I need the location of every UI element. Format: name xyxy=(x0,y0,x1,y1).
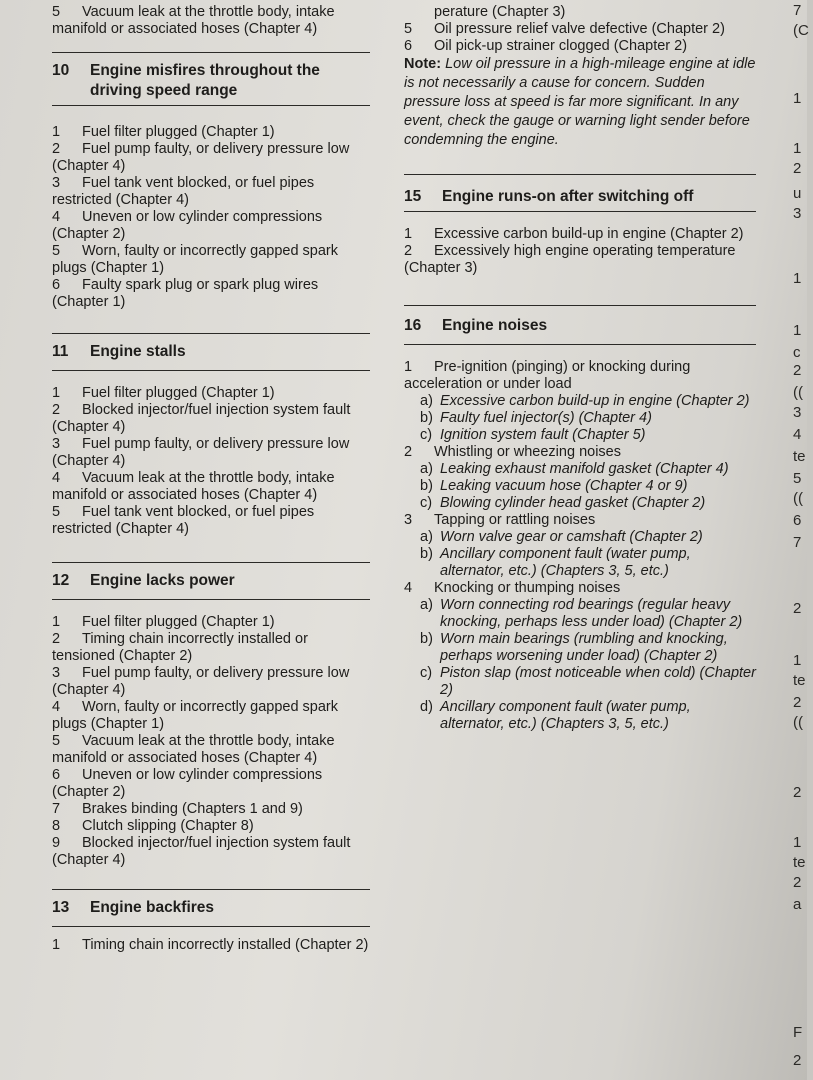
item-number: 4 xyxy=(52,209,61,225)
sub-item-letter: c) xyxy=(420,427,433,443)
item-number: 2 xyxy=(404,444,413,460)
list-item xyxy=(52,385,370,402)
item-number: 2 xyxy=(52,631,61,647)
item-number: 6 xyxy=(404,38,413,54)
edge-fragment: 2 xyxy=(793,1052,802,1069)
item-text: Excessively high engine operating temperature (Chapter 3) xyxy=(404,243,736,276)
edge-fragment: 7 xyxy=(793,2,802,19)
sub-item xyxy=(404,529,756,546)
edge-fragment: 5 xyxy=(793,470,802,487)
sub-item-letter: b) xyxy=(420,546,433,562)
item-number: 4 xyxy=(404,580,413,596)
item-text: Timing chain incorrectly installed or tensioned (Chapter 2) xyxy=(52,631,308,664)
item-number: 3 xyxy=(52,436,61,452)
item-text: Faulty spark plug or spark plug wires (Chapter 1) xyxy=(52,277,319,310)
item-text: Oil pressure relief valve defective (Chapter 2) xyxy=(434,21,725,37)
sub-item xyxy=(404,478,756,495)
list-item xyxy=(52,835,370,869)
sub-item-letter: a) xyxy=(420,597,433,613)
item-text: Fuel pump faulty, or delivery pressure low (Chapter 4) xyxy=(52,665,350,698)
item-text: Blocked injector/fuel injection system fault (Chapter 4) xyxy=(52,402,351,435)
sub-item xyxy=(404,699,756,733)
item-text: Worn, faulty or incorrectly gapped spark plugs (Chapter 1) xyxy=(52,699,339,732)
sub-item-letter: d) xyxy=(420,699,433,715)
edge-fragment: 2 xyxy=(793,160,802,177)
sub-item xyxy=(404,427,756,444)
item-text: Vacuum leak at the throttle body, intake manifold or associated hoses (Chapter 4) xyxy=(52,733,335,766)
sub-item-letter: a) xyxy=(420,529,433,545)
sub-item-text: Ignition system fault (Chapter 5) xyxy=(440,427,646,443)
list-item xyxy=(52,937,370,954)
item-text: Fuel filter plugged (Chapter 1) xyxy=(82,124,275,140)
list-item xyxy=(52,614,370,631)
section-heading-16: 16 Engine noises xyxy=(404,317,548,334)
item-text: Fuel tank vent blocked, or fuel pipes restricted (Chapter 4) xyxy=(52,504,315,537)
list-item xyxy=(52,124,370,141)
list-item xyxy=(52,699,370,733)
list-item xyxy=(52,209,370,243)
item-number: 5 xyxy=(52,243,61,259)
item-text: Tapping or rattling noises xyxy=(434,512,596,528)
sub-item-text: Worn main bearings (rumbling and knocking, perhaps worsening under load) (Chapter 2) xyxy=(440,631,728,664)
item-text: Timing chain incorrectly installed (Chapter 2) xyxy=(82,937,369,953)
list-item xyxy=(404,4,756,21)
item-text: Clutch slipping (Chapter 8) xyxy=(82,818,254,834)
edge-fragment: 2 xyxy=(793,874,802,891)
list-item xyxy=(404,226,756,243)
item-number: 2 xyxy=(52,141,61,157)
item-text: Pre-ignition (pinging) or knocking during acceleration or under load xyxy=(404,359,691,392)
sub-item-text: Faulty fuel injector(s) (Chapter 4) xyxy=(440,410,652,426)
edge-fragment: te xyxy=(793,448,806,465)
sub-item-letter: a) xyxy=(420,393,433,409)
item-text: Uneven or low cylinder compressions (Chapter 2) xyxy=(52,767,323,800)
edge-fragment: 2 xyxy=(793,784,802,801)
list-item xyxy=(52,243,370,277)
list-item xyxy=(52,504,370,538)
sub-item-letter: c) xyxy=(420,665,433,681)
list-item xyxy=(52,141,370,175)
item-number: 3 xyxy=(404,512,413,528)
edge-fragment: 7 xyxy=(793,534,802,551)
edge-fragment: 6 xyxy=(793,512,802,529)
list-item xyxy=(52,631,370,665)
item-text: Vacuum leak at the throttle body, intake manifold or associated hoses (Chapter 4) xyxy=(52,470,335,503)
section-heading-10: 10 Engine misfires throughout the driving speed range xyxy=(52,62,320,99)
list-item xyxy=(404,38,756,55)
item-number: 4 xyxy=(52,699,61,715)
item-text: Excessive carbon build-up in engine (Chapter 2) xyxy=(434,226,744,242)
item-number: 5 xyxy=(52,733,61,749)
list-item xyxy=(52,665,370,699)
list-item-continuation: manifold or associated hoses (Chapter 4) xyxy=(52,21,318,37)
edge-fragment: 1 xyxy=(793,652,802,669)
item-number: 2 xyxy=(52,402,61,418)
left-column xyxy=(52,0,370,954)
edge-fragment: 2 xyxy=(793,600,802,617)
section-heading-12: 12 Engine lacks power xyxy=(52,572,235,589)
edge-fragment: 3 xyxy=(793,404,802,421)
list-item xyxy=(52,402,370,436)
list-item xyxy=(52,277,370,311)
sub-item-text: Worn connecting rod bearings (regular heavy knocking, perhaps less under load) (Chapter 2) xyxy=(440,597,743,630)
sub-item xyxy=(404,393,756,410)
edge-fragment: 1 xyxy=(793,270,802,287)
edge-fragment: (C xyxy=(793,22,809,39)
sub-item xyxy=(404,546,756,580)
edge-fragment: u xyxy=(793,185,802,202)
edge-fragment: te xyxy=(793,854,806,871)
list-item xyxy=(52,470,370,504)
item-text: Blocked injector/fuel injection system fault (Chapter 4) xyxy=(52,835,351,868)
item-number: 1 xyxy=(52,385,61,401)
section-heading-11: 11 Engine stalls xyxy=(52,343,186,360)
edge-fragment: F xyxy=(793,1024,803,1041)
list-item xyxy=(52,436,370,470)
edge-fragment: 1 xyxy=(793,140,802,157)
sub-item xyxy=(404,665,756,699)
edge-fragment: c xyxy=(793,344,801,361)
edge-fragment: 2 xyxy=(793,694,802,711)
sub-item-text: Leaking exhaust manifold gasket (Chapter 4) xyxy=(440,461,729,477)
item-number: 1 xyxy=(52,614,61,630)
list-item xyxy=(404,359,756,393)
item-number: 2 xyxy=(404,243,413,259)
edge-fragment: 4 xyxy=(793,426,802,443)
item-number: 3 xyxy=(52,175,61,191)
item-number: 3 xyxy=(52,665,61,681)
edge-fragment: 3 xyxy=(793,205,802,222)
item-number: 4 xyxy=(52,470,61,486)
sub-item-letter: c) xyxy=(420,495,433,511)
edge-fragment: (( xyxy=(793,714,803,731)
list-item xyxy=(404,243,756,277)
sub-item-letter: b) xyxy=(420,478,433,494)
item-text: Knocking or thumping noises xyxy=(434,580,621,596)
edge-fragment: 1 xyxy=(793,90,802,107)
sub-item xyxy=(404,631,756,665)
sub-item-letter: b) xyxy=(420,410,433,426)
sub-item-letter: b) xyxy=(420,631,433,647)
list-item xyxy=(52,733,370,767)
item-text: Worn, faulty or incorrectly gapped spark plugs (Chapter 1) xyxy=(52,243,339,276)
item-number: 6 xyxy=(52,277,61,293)
list-item xyxy=(404,512,756,529)
item-number: 8 xyxy=(52,818,61,834)
sub-item-text: Leaking vacuum hose (Chapter 4 or 9) xyxy=(440,478,688,494)
edge-fragment: (( xyxy=(793,490,803,507)
sub-item-text: Ancillary component fault (water pump, alternator, etc.) (Chapters 3, 5, etc.) xyxy=(440,546,691,579)
item-number: 1 xyxy=(52,124,61,140)
item-text: Fuel filter plugged (Chapter 1) xyxy=(82,385,275,401)
edge-fragment: 1 xyxy=(793,322,802,339)
item-text: Oil pick-up strainer clogged (Chapter 2) xyxy=(434,38,688,54)
edge-fragment: a xyxy=(793,896,802,913)
section-heading-13: 13 Engine backfires xyxy=(52,899,215,916)
item-number: 1 xyxy=(404,226,413,242)
edge-fragment: te xyxy=(793,672,806,689)
sub-item-letter: a) xyxy=(420,461,433,477)
list-item xyxy=(52,801,370,818)
sub-item-text: Piston slap (most noticeable when cold) (Chapter 2) xyxy=(440,665,756,698)
list-item xyxy=(52,175,370,209)
note-paragraph: Note: Low oil pressure in a high-mileage engine at idle is not necessarily a cause for concern. Sudden pressure loss at speed is far more significant. In any event, check the gauge or warning light sender before condemning the engine. xyxy=(404,56,756,148)
item-number: 7 xyxy=(52,801,61,817)
item-number: 1 xyxy=(404,359,413,375)
item-text: Fuel pump faulty, or delivery pressure low (Chapter 4) xyxy=(52,436,350,469)
item-text: Uneven or low cylinder compressions (Chapter 2) xyxy=(52,209,323,242)
list-item xyxy=(52,767,370,801)
edge-fragment: 1 xyxy=(793,834,802,851)
item-text: Whistling or wheezing noises xyxy=(434,444,621,460)
item-number: 5 xyxy=(52,504,61,520)
item-number: 6 xyxy=(52,767,61,783)
list-item xyxy=(52,818,370,835)
item-text: Brakes binding (Chapters 1 and 9) xyxy=(82,801,303,817)
section-heading-15: 15 Engine runs-on after switching off xyxy=(404,188,694,205)
item-text: Fuel tank vent blocked, or fuel pipes restricted (Chapter 4) xyxy=(52,175,315,208)
item-number: 1 xyxy=(52,937,61,953)
item-number: 5 xyxy=(404,21,413,37)
item-text: Fuel pump faulty, or delivery pressure low (Chapter 4) xyxy=(52,141,350,174)
item-text: Fuel filter plugged (Chapter 1) xyxy=(82,614,275,630)
edge-fragment: (( xyxy=(793,384,803,401)
sub-item xyxy=(404,495,756,512)
sub-item-text: Worn valve gear or camshaft (Chapter 2) xyxy=(440,529,703,545)
list-item xyxy=(404,444,756,461)
edge-fragment: 2 xyxy=(793,362,802,379)
list-item xyxy=(404,21,756,38)
sub-item-text: Excessive carbon build-up in engine (Chapter 2) xyxy=(440,393,750,409)
list-item: 5 Vacuum leak at the throttle body, intake xyxy=(52,4,335,20)
item-text: perature (Chapter 3) xyxy=(434,4,566,20)
sub-item xyxy=(404,410,756,427)
sub-item-text: Ancillary component fault (water pump, alternator, etc.) (Chapters 3, 5, etc.) xyxy=(440,699,691,732)
sub-item xyxy=(404,597,756,631)
sub-item-text: Blowing cylinder head gasket (Chapter 2) xyxy=(440,495,706,511)
item-number: 9 xyxy=(52,835,61,851)
sub-item xyxy=(404,461,756,478)
middle-column xyxy=(404,0,756,733)
list-item xyxy=(404,580,756,597)
